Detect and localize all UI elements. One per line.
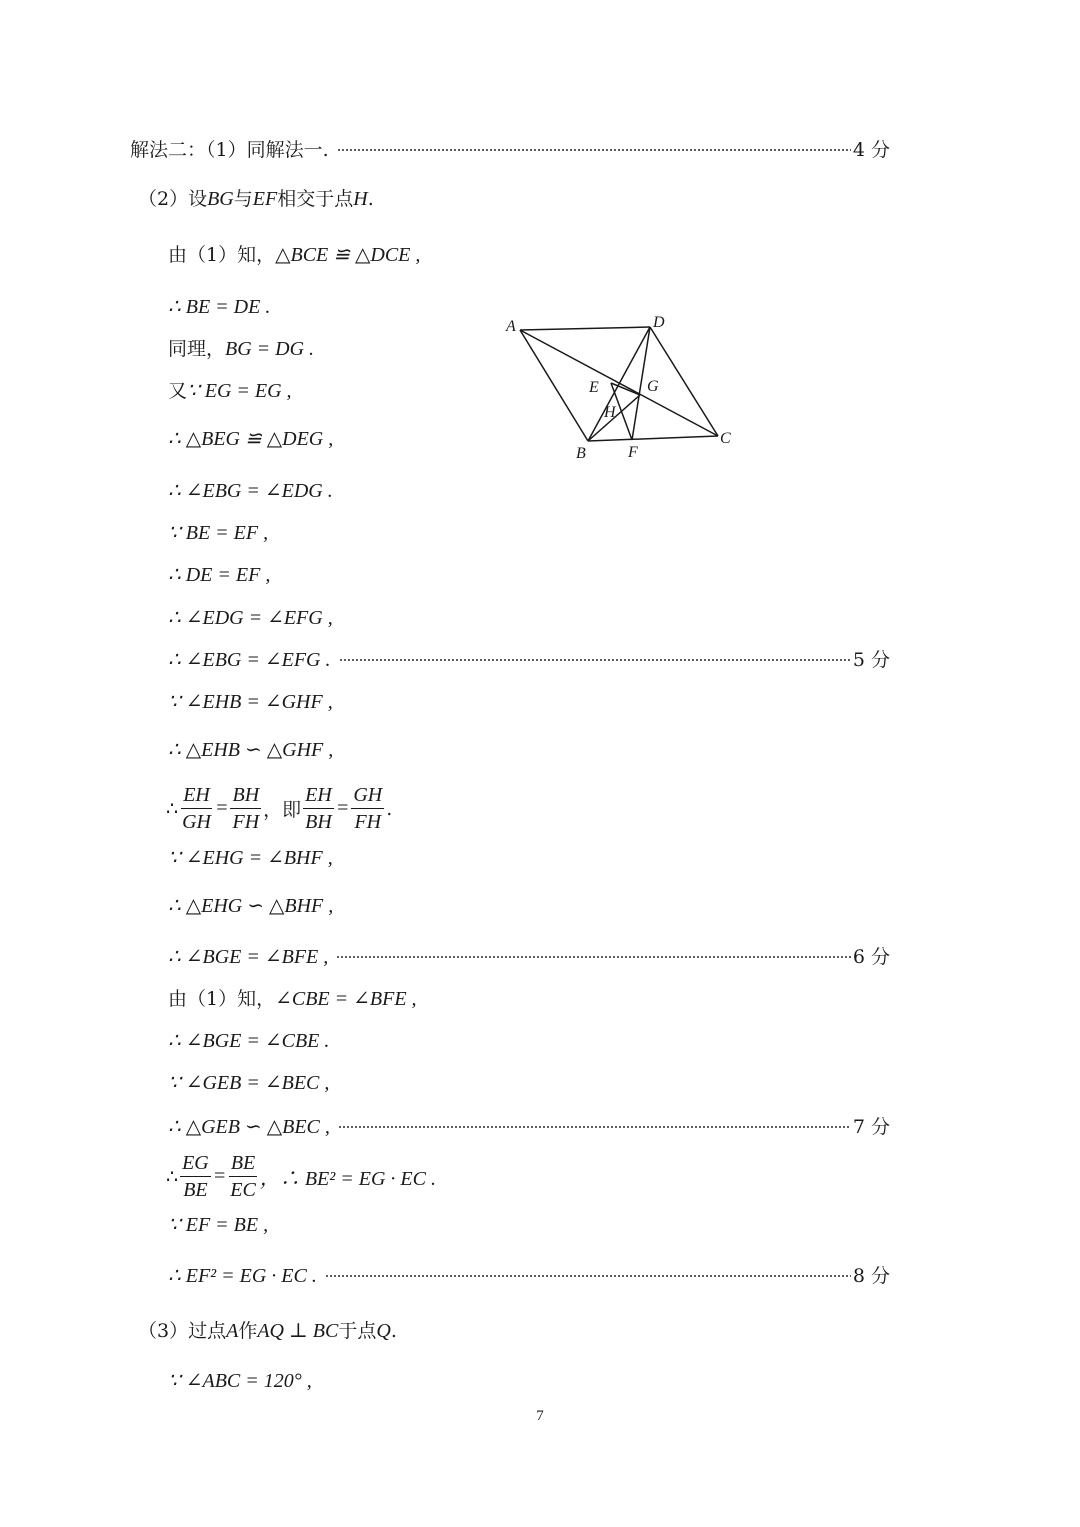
step-similar-ehg-bhf: ∴ △EHG ∽ △BHF , <box>168 895 334 917</box>
denominator: GH <box>182 811 211 833</box>
step-similar-ehb-ghf: ∴ △EHB ∽ △GHF , <box>168 739 334 761</box>
fraction-eh-gh <box>180 782 213 835</box>
step-angle-edg-efg: ∴ ∠EDG = ∠EFG , <box>168 607 333 629</box>
step-ratio-eh-gh <box>166 782 392 835</box>
step-math: △BCE ≌ △DCE , <box>275 244 421 266</box>
solution-2-heading <box>130 138 890 162</box>
step-congruent-beg-deg: ∴ △BEG ≌ △DEG , <box>168 428 334 450</box>
label-d: D <box>653 314 665 331</box>
segment-cb <box>588 436 718 441</box>
leader-dots <box>338 1124 851 1130</box>
step-math: ∵ EG = EG , <box>187 380 292 402</box>
fraction-eg-be <box>180 1150 211 1203</box>
part-3-mid: 作 <box>238 1320 258 1342</box>
numerator: GH <box>351 782 384 809</box>
step-prefix: 又 <box>168 380 188 402</box>
denominator: FH <box>354 811 382 833</box>
step-angle-ebg-efg <box>168 648 890 672</box>
segment-dc <box>650 327 718 436</box>
step-similar-geb-bec <box>168 1115 890 1139</box>
part-2-mid: 与 <box>233 188 253 210</box>
numerator: EH <box>181 782 212 809</box>
step-de-ef: ∴ DE = EF , <box>168 564 271 586</box>
step-angle-cbe-bfe <box>168 987 417 1011</box>
label-c: C <box>720 430 731 447</box>
solution-2-text: 解法二：（1）同解法一. <box>130 139 329 161</box>
step-ratio-eg-be <box>166 1150 436 1203</box>
label-h: H <box>604 404 616 421</box>
numerator: BH <box>230 782 261 809</box>
equals: = <box>335 797 350 819</box>
leader-dots <box>339 657 851 663</box>
step-ef-squared <box>168 1264 890 1288</box>
score-8: 8 分 <box>852 1265 890 1287</box>
step-angle-geb-bec: ∵ ∠GEB = ∠BEC , <box>168 1072 330 1094</box>
segment-ad <box>520 327 650 330</box>
part-3-prefix: （3）过点 <box>138 1320 227 1342</box>
step-math: ∴ EF² = EG · EC . <box>168 1265 317 1287</box>
part-3-suffix: 于点 <box>338 1320 377 1342</box>
part-2-prefix: （2）设 <box>138 188 208 210</box>
label-f: F <box>628 444 638 461</box>
step-math: BG = DG . <box>225 338 315 360</box>
equals: = <box>212 1165 227 1187</box>
label-g: G <box>647 378 659 395</box>
step-angle-bge-bfe <box>168 945 890 969</box>
step-ef-be: ∵ EF = BE , <box>168 1214 269 1236</box>
step-math: ∴ ∠EBG = ∠EFG . <box>168 649 331 671</box>
step-math: ∴ ∠BGE = ∠BFE , <box>168 946 329 968</box>
step-prefix: 由（1）知， <box>168 988 276 1010</box>
part-2-end: . <box>367 188 374 210</box>
numerator: EH <box>303 782 334 809</box>
geometry-figure <box>500 305 750 465</box>
fraction-bh-fh <box>230 782 261 835</box>
step-prefix: 由（1）知， <box>168 244 276 266</box>
score-4: 4 分 <box>852 139 890 161</box>
score-7: 7 分 <box>852 1116 890 1138</box>
therefore-symbol: ∴ <box>166 1165 179 1188</box>
part-3-end: . <box>390 1320 397 1342</box>
step-be-ef: ∵ BE = EF , <box>168 522 269 544</box>
page-number: 7 <box>536 1408 544 1424</box>
part-2-intro <box>138 187 374 211</box>
therefore-symbol: ∴ <box>166 797 179 820</box>
step-eg-eg <box>168 379 292 403</box>
denominator: BH <box>305 811 332 833</box>
numerator: EG <box>180 1150 211 1177</box>
fraction-eh-bh <box>303 782 334 835</box>
math-q: Q <box>376 1320 391 1342</box>
step-be-de: ∴ BE = DE . <box>168 296 271 318</box>
figure-lines <box>520 327 718 441</box>
step-math: ∴ △GEB ∽ △BEC , <box>168 1116 330 1138</box>
denominator: BE <box>183 1179 208 1201</box>
math-h: H <box>353 188 368 210</box>
score-5: 5 分 <box>852 649 890 671</box>
math-ef: EF <box>252 188 278 210</box>
math-bg: BG <box>207 188 234 210</box>
step-angle-abc: ∵ ∠ABC = 120° , <box>168 1370 312 1392</box>
score-6: 6 分 <box>852 946 890 968</box>
separator: ，即 <box>263 799 302 821</box>
step-congruent-bce-dce <box>168 243 420 267</box>
math-a: A <box>226 1320 239 1342</box>
part-2-suffix: 相交于点 <box>277 188 354 210</box>
fraction-be-ec <box>228 1150 258 1203</box>
label-a: A <box>506 318 516 335</box>
leader-dots <box>325 1273 851 1279</box>
step-angle-bge-cbe: ∴ ∠BGE = ∠CBE . <box>168 1030 330 1052</box>
numerator: BE <box>229 1150 257 1177</box>
math-aq-perp-bc: AQ ⊥ BC <box>257 1320 339 1342</box>
denominator: FH <box>232 811 260 833</box>
label-e: E <box>589 379 599 396</box>
step-math: ∠CBE = ∠BFE , <box>275 988 417 1010</box>
step-math: ，∴ BE² = EG · EC . <box>259 1168 436 1190</box>
step-angle-ehb-ghf: ∵ ∠EHB = ∠GHF , <box>168 691 333 713</box>
step-angle-ehg-bhf: ∵ ∠EHG = ∠BHF , <box>168 847 333 869</box>
step-angle-ebg-edg: ∴ ∠EBG = ∠EDG . <box>168 480 333 502</box>
fraction-gh-fh <box>351 782 384 835</box>
leader-dots <box>337 147 851 153</box>
segment-ba <box>520 330 588 441</box>
label-b: B <box>576 445 586 462</box>
denominator: EC <box>230 1179 256 1201</box>
step-bg-dg <box>168 337 314 361</box>
leader-dots <box>336 954 851 960</box>
equals: = <box>214 797 229 819</box>
period: . <box>386 797 393 820</box>
part-3-intro <box>138 1319 397 1343</box>
step-prefix: 同理， <box>168 338 226 360</box>
